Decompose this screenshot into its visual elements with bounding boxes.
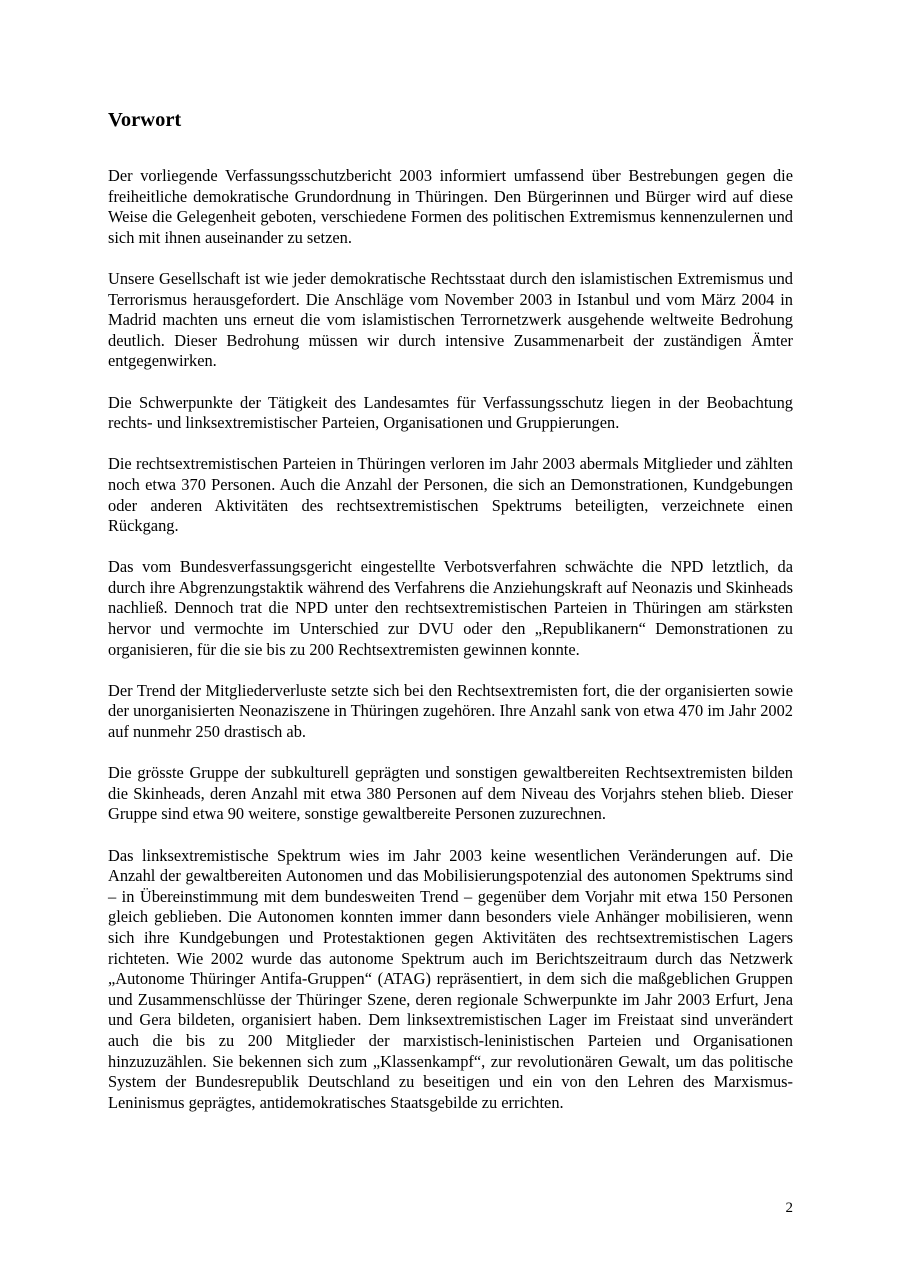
paragraph-3: Die Schwerpunkte der Tätigkeit des Landesamtes für Verfassungsschutz liegen in der Beobachtung rechts- und linksextremistischer Parteien, Organisationen und Gruppierungen. — [108, 392, 793, 433]
document-page — [108, 106, 793, 1134]
paragraph-8: Das linksextremistische Spektrum wies im Jahr 2003 keine wesentlichen Veränderungen auf. Die Anzahl der gewaltbereiten Autonomen und das Mobilisierungspotenzial des autonomen Spektrums sind – in Übereinstimmung mit dem bundesweiten Trend – gegenüber dem Vorjahr mit etwa 150 Personen gleich geblieben. Die Autonomen konnten immer dann besonders viele Anhänger mobilisieren, wenn sich ihre Kundgebungen und Protestaktionen gegen Aktivitäten des rechtsextremistischen Lagers richteten. Wie 2002 wurde das autonome Spektrum auch im Berichtszeitraum durch das Netzwerk „Autonome Thüringer Antifa-Gruppen“ (ATAG) repräsentiert, in dem sich die maßgeblichen Gruppen und Zusammenschlüsse der Thüringer Szene, deren regionale Schwerpunkte im Jahr 2003 Erfurt, Jena und Gera bildeten, organisiert haben. Dem linksextremistischen Lager im Freistaat sind unverändert auch die bis zu 200 Mitglieder der marxistisch-leninistischen Parteien und Organisationen hinzuzuzählen. Sie bekennen sich zum „Klassenkampf“, zur revolutionären Gewalt, um das politische System der Bundesrepublik Deutschland zu beseitigen und ein von den Lehren des Marxismus-Leninismus geprägtes, antidemokratisches Staatsgebilde zu errichten. — [108, 845, 793, 1112]
page-number: 2 — [785, 1200, 793, 1216]
paragraph-7: Die grösste Gruppe der subkulturell geprägten und sonstigen gewaltbereiten Rechtsextremisten bilden die Skinheads, deren Anzahl mit etwa 380 Personen auf dem Niveau des Vorjahrs stehen blieb. Dieser Gruppe sind etwa 90 weitere, sonstige gewaltbereite Personen zuzurechnen. — [108, 763, 793, 824]
paragraph-1: Der vorliegende Verfassungsschutzbericht 2003 informiert umfassend über Bestrebungen gegen die freiheitliche demokratische Grundordnung in Thüringen. Den Bürgerinnen und Bürger wird auf diese Weise die Gelegenheit geboten, verschiedene Formen des politischen Extremismus kennenzulernen und sich mit ihnen auseinander zu setzen. — [108, 166, 793, 247]
paragraph-4: Die rechtsextremistischen Parteien in Thüringen verloren im Jahr 2003 abermals Mitglieder und zählten noch etwa 370 Personen. Auch die Anzahl der Personen, die sich an Demonstrationen, Kundgebungen oder anderen Aktivitäten des rechtsextremistischen Spektrums beteiligten, verzeichnete einen Rückgang. — [108, 454, 793, 536]
page-title: Vorwort — [108, 109, 182, 131]
paragraph-5: Das vom Bundesverfassungsgericht eingestellte Verbotsverfahren schwächte die NPD letztlich, da durch ihre Abgrenzungstaktik während des Verfahrens die Anziehungskraft auf Neonazis und Skinheads nachließ. Dennoch trat die NPD unter den rechtsextremistischen Parteien in Thüringen am stärksten hervor und vermochte im Unterschied zur DVU oder den „Republikanern“ Demonstrationen zu organisieren, für die sie bis zu 200 Rechtsextremisten gewinnen konnte. — [108, 557, 793, 659]
paragraph-6: Der Trend der Mitgliederverluste setzte sich bei den Rechtsextremisten fort, die der organisierten sowie der unorganisierten Neonaziszene in Thüringen zugehören. Ihre Anzahl sank von etwa 470 im Jahr 2002 auf nunmehr 250 drastisch ab. — [108, 680, 793, 742]
paragraph-2: Unsere Gesellschaft ist wie jeder demokratische Rechtsstaat durch den islamistischen Extremismus und Terrorismus herausgefordert. Die Anschläge vom November 2003 in Istanbul und vom März 2004 in Madrid machten uns erneut die vom islamistischen Terrornetzwerk ausgehende weltweite Bedrohung deutlich. Dieser Bedrohung müssen wir durch intensive Zusammenarbeit der zuständigen Ämter entgegenwirken. — [108, 268, 793, 371]
